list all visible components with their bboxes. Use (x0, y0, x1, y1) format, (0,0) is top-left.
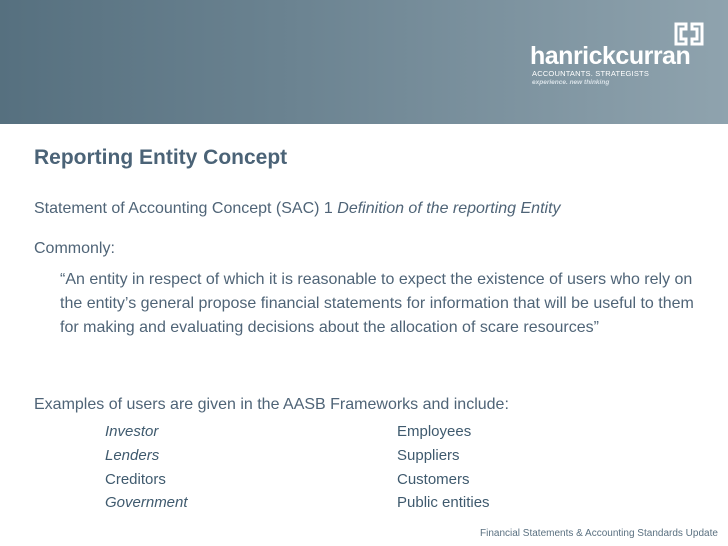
header-banner (0, 0, 728, 124)
brand-tagline: experience. new thinking (532, 79, 610, 86)
user-item: Lenders (105, 447, 160, 464)
user-item: Creditors (105, 471, 166, 488)
user-item: Public entities (397, 494, 490, 511)
reference-prefix: Statement of Accounting Concept (SAC) 1 (34, 200, 338, 217)
reference-italic: Definition of the reporting Entity (337, 200, 561, 217)
examples-intro: Examples of users are given in the AASB Frameworks and include: (34, 396, 509, 413)
slide-title: Reporting Entity Concept (34, 146, 288, 169)
brand-name: hanrickcurran (530, 42, 691, 70)
user-item: Suppliers (397, 447, 460, 464)
user-item: Government (105, 494, 188, 511)
user-item: Customers (397, 471, 470, 488)
reference-line (34, 200, 561, 218)
brand-subtitle: ACCOUNTANTS. STRATEGISTS (532, 69, 650, 78)
footer-text: Financial Statements & Accounting Standards Update (480, 528, 718, 539)
brand-block (530, 43, 710, 87)
commonly-label: Commonly: (34, 240, 115, 257)
user-item: Employees (397, 423, 472, 440)
definition-quote: “An entity in respect of which it is reasonable to expect the existence of users who rely on the entity’s general propose financial statements for information that will be useful to them for making and evaluating decisions about the allocation of scare resources” (60, 271, 694, 336)
user-item: Investor (105, 423, 159, 440)
